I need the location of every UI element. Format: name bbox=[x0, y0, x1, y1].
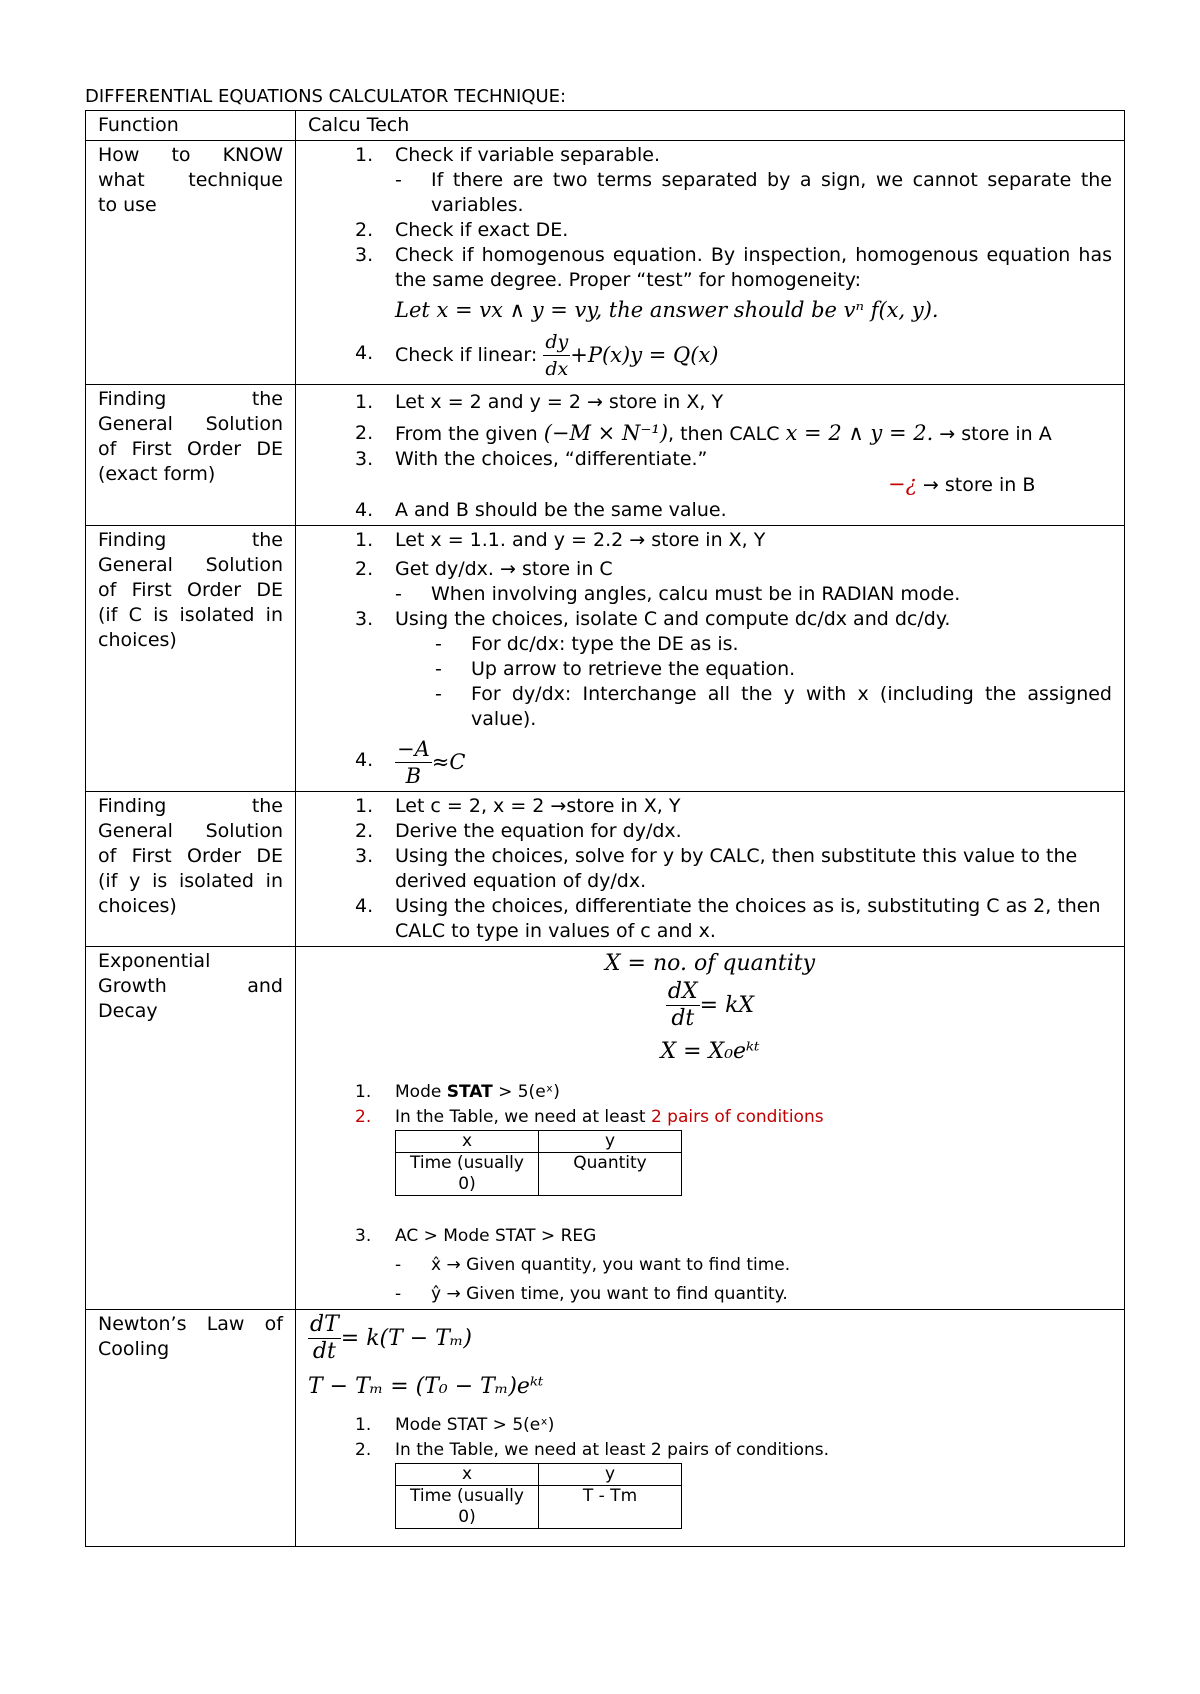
table-row bbox=[86, 947, 1125, 1310]
table-row bbox=[86, 526, 1125, 792]
list-item: 2. Get dy/dx. → store in C bbox=[355, 558, 613, 580]
row-content bbox=[296, 1310, 1125, 1547]
list-item: 3. With the choices, “differentiate.” bbox=[355, 448, 708, 470]
list-item: 2. Check if exact DE. bbox=[355, 219, 569, 241]
list-item: 4. A and B should be the same value. bbox=[355, 499, 727, 521]
a-over-b-fraction: $\frac{-A}{B}$ bbox=[397, 737, 430, 788]
homogeneity-formula: Let x = vx ∧ y = vy, the answer should be vⁿ f(x, y). bbox=[395, 298, 939, 322]
list-item: 2. In the Table, we need at least 2 pairs of conditions bbox=[355, 1107, 824, 1127]
header-function: Function bbox=[86, 111, 296, 141]
list-item: 2. Derive the equation for dy/dx. bbox=[355, 820, 682, 842]
sub-item: - If there are two terms separated by a sign, we cannot separate the variables. bbox=[395, 169, 1112, 216]
list-item: 3. Using the choices, isolate C and compute dc/dx and dc/dy. bbox=[355, 608, 951, 630]
row-label: Exponential Growth and Decay bbox=[86, 947, 296, 1310]
list-item: 1. Let c = 2, x = 2 →store in X, Y bbox=[355, 795, 681, 817]
header-calcu-tech: Calcu Tech bbox=[296, 111, 1125, 141]
sub-item: - For dy/dx: Interchange all the y with x (including the assigned value). bbox=[435, 683, 1112, 730]
list-item: 2. From the given (−M × N⁻¹), then CALC x = 2 ∧ y = 2. → store in A bbox=[355, 421, 1052, 445]
row-label: Finding the General Solution of First Order DE (if y is isolated in choices) bbox=[86, 792, 296, 947]
row-label: Newton’s Law of Cooling bbox=[86, 1310, 296, 1547]
list-item: 3. Using the choices, solve for y by CALC, then substitute this value to the derived equation of dy/dx. bbox=[355, 845, 1078, 892]
label-line: to use bbox=[98, 194, 157, 216]
table-row bbox=[86, 385, 1125, 526]
linear-formula: +P(x)y = Q(x) bbox=[570, 343, 719, 367]
sub-item: - Up arrow to retrieve the equation. bbox=[435, 658, 796, 680]
list-item: 4. Using the choices, differentiate the choices as is, substituting C as 2, then CALC to type in values of c and x. bbox=[355, 895, 1101, 942]
table-row bbox=[86, 141, 1125, 385]
list-item: 3. Check if homogenous equation. By inspection, homogenous equation has the same degree. Proper “test” for homogeneity: Let x = vx ∧ y = vy, the answer should be vⁿ f(x, y). bbox=[355, 244, 1112, 322]
dy-dx-fraction: $\frac{dy}{dx}$ bbox=[545, 331, 569, 380]
technique-table bbox=[85, 110, 1125, 1547]
store-b-line: −¿ → store in B bbox=[888, 472, 1036, 496]
list-item: 4. $\frac{-A}{B}$ ≈C bbox=[355, 737, 466, 788]
table-row bbox=[86, 792, 1125, 947]
row-content bbox=[296, 526, 1125, 792]
sub-item: - x̂ → Given quantity, you want to find time. bbox=[395, 1255, 791, 1275]
document-title: DIFFERENTIAL EQUATIONS CALCULATOR TECHNIQUE: bbox=[85, 86, 567, 107]
row-content bbox=[296, 947, 1125, 1310]
table-row bbox=[86, 1310, 1125, 1547]
row-label: Finding the General Solution of First Order DE (exact form) bbox=[86, 385, 296, 526]
row-content bbox=[296, 385, 1125, 526]
cooling-solution: T − Tₘ = (T₀ − Tₘ)eᵏᵗ bbox=[308, 1374, 544, 1399]
label-line: How to KNOW bbox=[98, 144, 283, 166]
growth-solution: X = X₀eᵏᵗ bbox=[660, 1039, 760, 1064]
cooling-equation: $\frac{dT}{dt}$ = k(T − Tₘ) bbox=[310, 1312, 472, 1364]
list-item: 1. Check if variable separable. bbox=[355, 144, 660, 166]
sub-item: - When involving angles, calcu must be in RADIAN mode. bbox=[395, 583, 961, 605]
list-item: 1. Mode STAT > 5(eˣ) bbox=[355, 1082, 560, 1102]
list-item: 1. Let x = 1.1. and y = 2.2 → store in X, Y bbox=[355, 529, 766, 551]
conditions-table: x y Time (usually 0) Quantity bbox=[395, 1130, 682, 1196]
conditions-table: x y Time (usually 0) T - Tm bbox=[395, 1463, 682, 1529]
sub-item: - ŷ → Given time, you want to find quantity. bbox=[395, 1284, 788, 1304]
row-label bbox=[86, 141, 296, 385]
sub-item: - For dc/dx: type the DE as is. bbox=[435, 633, 739, 655]
row-content bbox=[296, 141, 1125, 385]
list-item: 3. AC > Mode STAT > REG bbox=[355, 1226, 597, 1246]
list-item: 4. Check if linear: $\frac{dy}{dx}$ +P(x)y = Q(x) bbox=[355, 331, 719, 380]
growth-equation: $\frac{dX}{dt}$ = kX bbox=[667, 979, 755, 1031]
row-content bbox=[296, 792, 1125, 947]
label-line: what technique bbox=[98, 169, 283, 191]
list-item: 2. In the Table, we need at least 2 pairs of conditions. bbox=[355, 1440, 829, 1460]
header-row bbox=[86, 111, 1125, 141]
list-item: 1. Mode STAT > 5(eˣ) bbox=[355, 1415, 555, 1435]
row-label: Finding the General Solution of First Order DE (if C is isolated in choices) bbox=[86, 526, 296, 792]
list-item: 1. Let x = 2 and y = 2 → store in X, Y bbox=[355, 391, 724, 413]
quantity-definition: X = no. of quantity bbox=[604, 951, 816, 976]
